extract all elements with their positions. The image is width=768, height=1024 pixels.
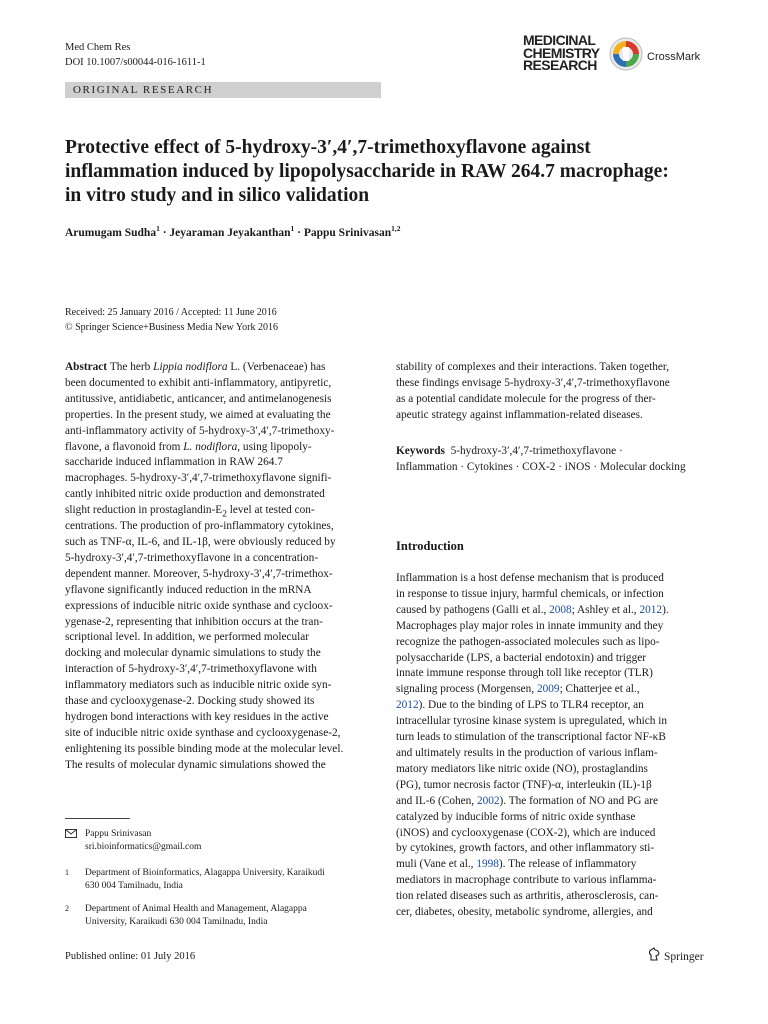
affiliation-number: 2: [65, 904, 69, 913]
abstract-line: antitussive, antidiabetic, anticancer, and antimelanogenesis: [65, 392, 332, 405]
keywords: [396, 444, 704, 476]
intro-line: cer, diabetes, obesity, metabolic syndrome, allergies, and: [396, 906, 653, 919]
intro-line: intracellular tyrosine kinase system is upregulated, which in: [396, 715, 668, 728]
intro-line: caused by pathogens (Galli et al., 2008; Ashley et al., 2012).: [396, 603, 669, 616]
author-list: [65, 224, 401, 239]
footnotes: [65, 828, 374, 929]
abstract-line: yflavone significantly induced reduction in the mRNA: [65, 583, 312, 596]
intro-line: and ultimately results in the production of various inflam-: [396, 746, 658, 759]
species-name: Lippia nodiflora: [153, 361, 228, 373]
abstract-line: saccharide induced inflammation in RAW 264.7: [65, 456, 283, 469]
abstract-line: interaction of 5-hydroxy-3′,4′,7-trimethoxyflavone with: [65, 663, 317, 676]
intro-line: Inflammation is a host defense mechanism that is produced: [396, 572, 664, 584]
author-name[interactable]: Pappu Srinivasan: [303, 227, 392, 239]
copyright: © Springer Science+Business Media New York 2016: [65, 322, 278, 333]
abstract-line: scriptional level. In addition, we performed molecular: [65, 631, 310, 644]
corresponding-name: Pappu Srinivasan: [85, 829, 152, 839]
abstract-line: dependent manner. Moreover, 5-hydroxy-3′,4′,7-trimethox-: [65, 567, 333, 580]
abstract-line: enlightening its possible binding mode at the molecular level.: [65, 742, 344, 755]
received-accepted: Received: 25 January 2016 / Accepted: 11 June 2016: [65, 307, 277, 318]
abstract-line: anti-inflammatory activity of 5-hydroxy-3′,4′,7-trimethoxy-: [65, 424, 335, 437]
affiliation-line: Department of Bioinformatics, Alagappa University, Karaikudi: [85, 868, 325, 878]
title-line-2: inflammation induced by lipopolysaccharide in RAW 264.7 macrophage:: [65, 161, 669, 182]
publisher-name: Springer: [664, 950, 704, 963]
published-date: Published online: 01 July 2016: [65, 951, 196, 962]
corresponding-email[interactable]: sri.bioinformatics@gmail.com: [85, 842, 202, 852]
doi[interactable]: DOI 10.1007/s00044-016-1611-1: [65, 57, 206, 68]
corresponding-author: [65, 828, 374, 854]
intro-line: tion related diseases such as arthritis, atherosclerosis, can-: [396, 890, 659, 903]
citation-link[interactable]: 2012: [639, 603, 663, 616]
intro-line: 2012). Due to the binding of LPS to TLR4 receptor, an: [396, 699, 644, 712]
author-name[interactable]: Jeyaraman Jeyakanthan: [169, 227, 291, 239]
publisher-logo: [648, 947, 704, 966]
abstract-line: stability of complexes and their interactions. Taken together,: [396, 361, 670, 373]
author-name[interactable]: Arumugam Sudha: [65, 227, 157, 239]
abstract-line: macrophages. 5-hydroxy-3′,4′,7-trimethoxyflavone signifi-: [65, 472, 332, 485]
intro-line: (PG), tumor necrosis factor (TNF)-α, interleukin (IL)-1β: [396, 778, 652, 791]
intro-line: polysaccharide (LPS, a bacterial endotoxin) and trigger: [396, 651, 647, 664]
intro-line: innate immune response through toll like receptor (TLR): [396, 667, 653, 680]
affiliation-line: 630 004 Tamilnadu, India: [85, 881, 183, 891]
intro-line: recognize the pathogen-associated molecules such as lipo-: [396, 635, 660, 648]
citation-link[interactable]: 1998: [476, 858, 499, 871]
abstract-line: The results of molecular dynamic simulations showed the: [65, 758, 326, 771]
abstract-line: cantly inhibited nitric oxide production and demonstrated: [65, 488, 325, 501]
intro-line: (iNOS) and cyclooxygenase (COX-2), which are induced: [396, 826, 656, 839]
author-affiliation: 1,2: [391, 224, 401, 234]
abstract-line: expressions of inducible nitric oxide synthase and cycloox-: [65, 599, 333, 612]
abstract-line: hydrogen bond interactions with key residues in the active: [65, 710, 329, 723]
article-type-banner: ORIGINAL RESEARCH: [65, 82, 381, 98]
journal-name: Med Chem Res: [65, 42, 131, 53]
abstract-line: site of inducible nitric oxide synthase and cyclooxygenase-2,: [65, 726, 341, 739]
abstract-line: as a potential candidate molecule for the progress of ther-: [396, 392, 656, 405]
introduction-body: [396, 571, 704, 921]
abstract-line: docking and molecular dynamic simulations to study the: [65, 647, 321, 660]
intro-line: signaling process (Morgensen, 2009; Chatterjee et al.,: [396, 683, 640, 696]
abstract-line: Abstract The herb Lippia nodiflora L. (Verbenaceae) has: [65, 361, 326, 373]
affiliation-number: 1: [65, 868, 69, 877]
abstract-label: Abstract: [65, 361, 108, 373]
logo-line-1: MEDICINAL: [523, 32, 596, 48]
abstract-line: apeutic strategy against inflammation-related diseases.: [396, 408, 643, 421]
intro-line: turn leads to stimulation of the transcriptional factor NF-κB: [396, 731, 666, 744]
crossmark-label[interactable]: CrossMark: [647, 51, 701, 63]
keywords-label: Keywords: [396, 445, 445, 457]
author-affiliation: 1: [290, 224, 295, 234]
article-history: [65, 305, 278, 335]
abstract-line: inflammatory mediators such as inducible nitric oxide syn-: [65, 679, 332, 692]
abstract-line: such as TNF-α, IL-6, and IL-1β, were obviously reduced by: [65, 535, 336, 548]
crossmark-icon[interactable]: [609, 37, 643, 71]
affiliation-2: [65, 903, 374, 929]
intro-line: and IL-6 (Cohen, 2002). The formation of NO and PG are: [396, 794, 659, 807]
author-affiliation: 1: [156, 224, 160, 234]
abstract-line: centrations. The production of pro-inflammatory cytokines,: [65, 520, 334, 533]
abstract-line: flavone, a flavonoid from L. nodiflora, using lipopoly-: [65, 440, 312, 453]
species-name: L. nodiflora: [183, 440, 238, 453]
intro-line: mediators in macrophage contribute to various inflamma-: [396, 874, 657, 887]
affiliation-line: Department of Animal Health and Management, Alagappa: [85, 904, 307, 914]
article-title: [65, 136, 715, 208]
title-line-1: Protective effect of 5-hydroxy-3′,4′,7-trimethoxyflavone against: [65, 137, 591, 158]
abstract-line: properties. In the present study, we aimed at evaluating the: [65, 408, 331, 421]
citation-link[interactable]: 2008: [549, 603, 572, 616]
footnote-rule: [65, 818, 130, 819]
abstract-line: slight reduction in prostaglandin-$E_2$ level at tested con-: [65, 504, 315, 520]
abstract-line: ygenase-2, representing that inhibition occurs at the tran-: [65, 615, 323, 628]
keywords-line: Keywords 5-hydroxy-3′,4′,7-trimethoxyflavone ·: [396, 445, 623, 457]
section-heading-introduction: Introduction: [396, 539, 464, 553]
envelope-icon: [65, 829, 77, 843]
intro-line: catalyzed by inducible forms of nitric oxide synthase: [396, 810, 636, 823]
intro-line: muli (Vane et al., 1998). The release of inflammatory: [396, 858, 637, 871]
abstract: [65, 360, 374, 774]
journal-logo: [523, 34, 600, 72]
abstract-line: been documented to exhibit anti-inflammatory, antipyretic,: [65, 376, 332, 389]
author-separator: ·: [159, 227, 170, 239]
abstract-line: 5-hydroxy-3′,4′,7-trimethoxyflavone in a concentration-: [65, 551, 319, 564]
citation-link[interactable]: 2012: [396, 699, 419, 712]
abstract-continued: [396, 360, 704, 424]
intro-line: by cytokines, growth factors, and other inflammatory sti-: [396, 842, 655, 855]
author-separator: ·: [294, 227, 304, 239]
springer-horse-icon: [648, 947, 661, 966]
citation-link[interactable]: 2002: [476, 794, 500, 807]
keywords-line: Inflammation · Cytokines · COX-2 · iNOS · Molecular docking: [396, 460, 686, 473]
logo-line-3: RESEARCH: [523, 57, 597, 73]
intro-line: matory mediators like nitric oxide (NO), prostaglandins: [396, 762, 648, 775]
logo-line-2: CHEMISTRY: [523, 44, 600, 61]
abstract-line: these findings envisage 5-hydroxy-3′,4′,7-trimethoxyflavone: [396, 376, 670, 389]
affiliation-line: University, Karaikudi 630 004 Tamilnadu, India: [85, 917, 268, 927]
affiliation-1: [65, 867, 374, 893]
intro-line: Macrophages play major roles in innate immunity and they: [396, 619, 664, 632]
citation-link[interactable]: 2009: [536, 683, 560, 696]
title-line-3: in vitro study and in silico validation: [65, 185, 370, 206]
intro-line: in response to tissue injury, harmful chemicals, or infection: [396, 587, 664, 600]
abstract-line: thase and cyclooxygenase-2. Docking study showed its: [65, 695, 315, 708]
